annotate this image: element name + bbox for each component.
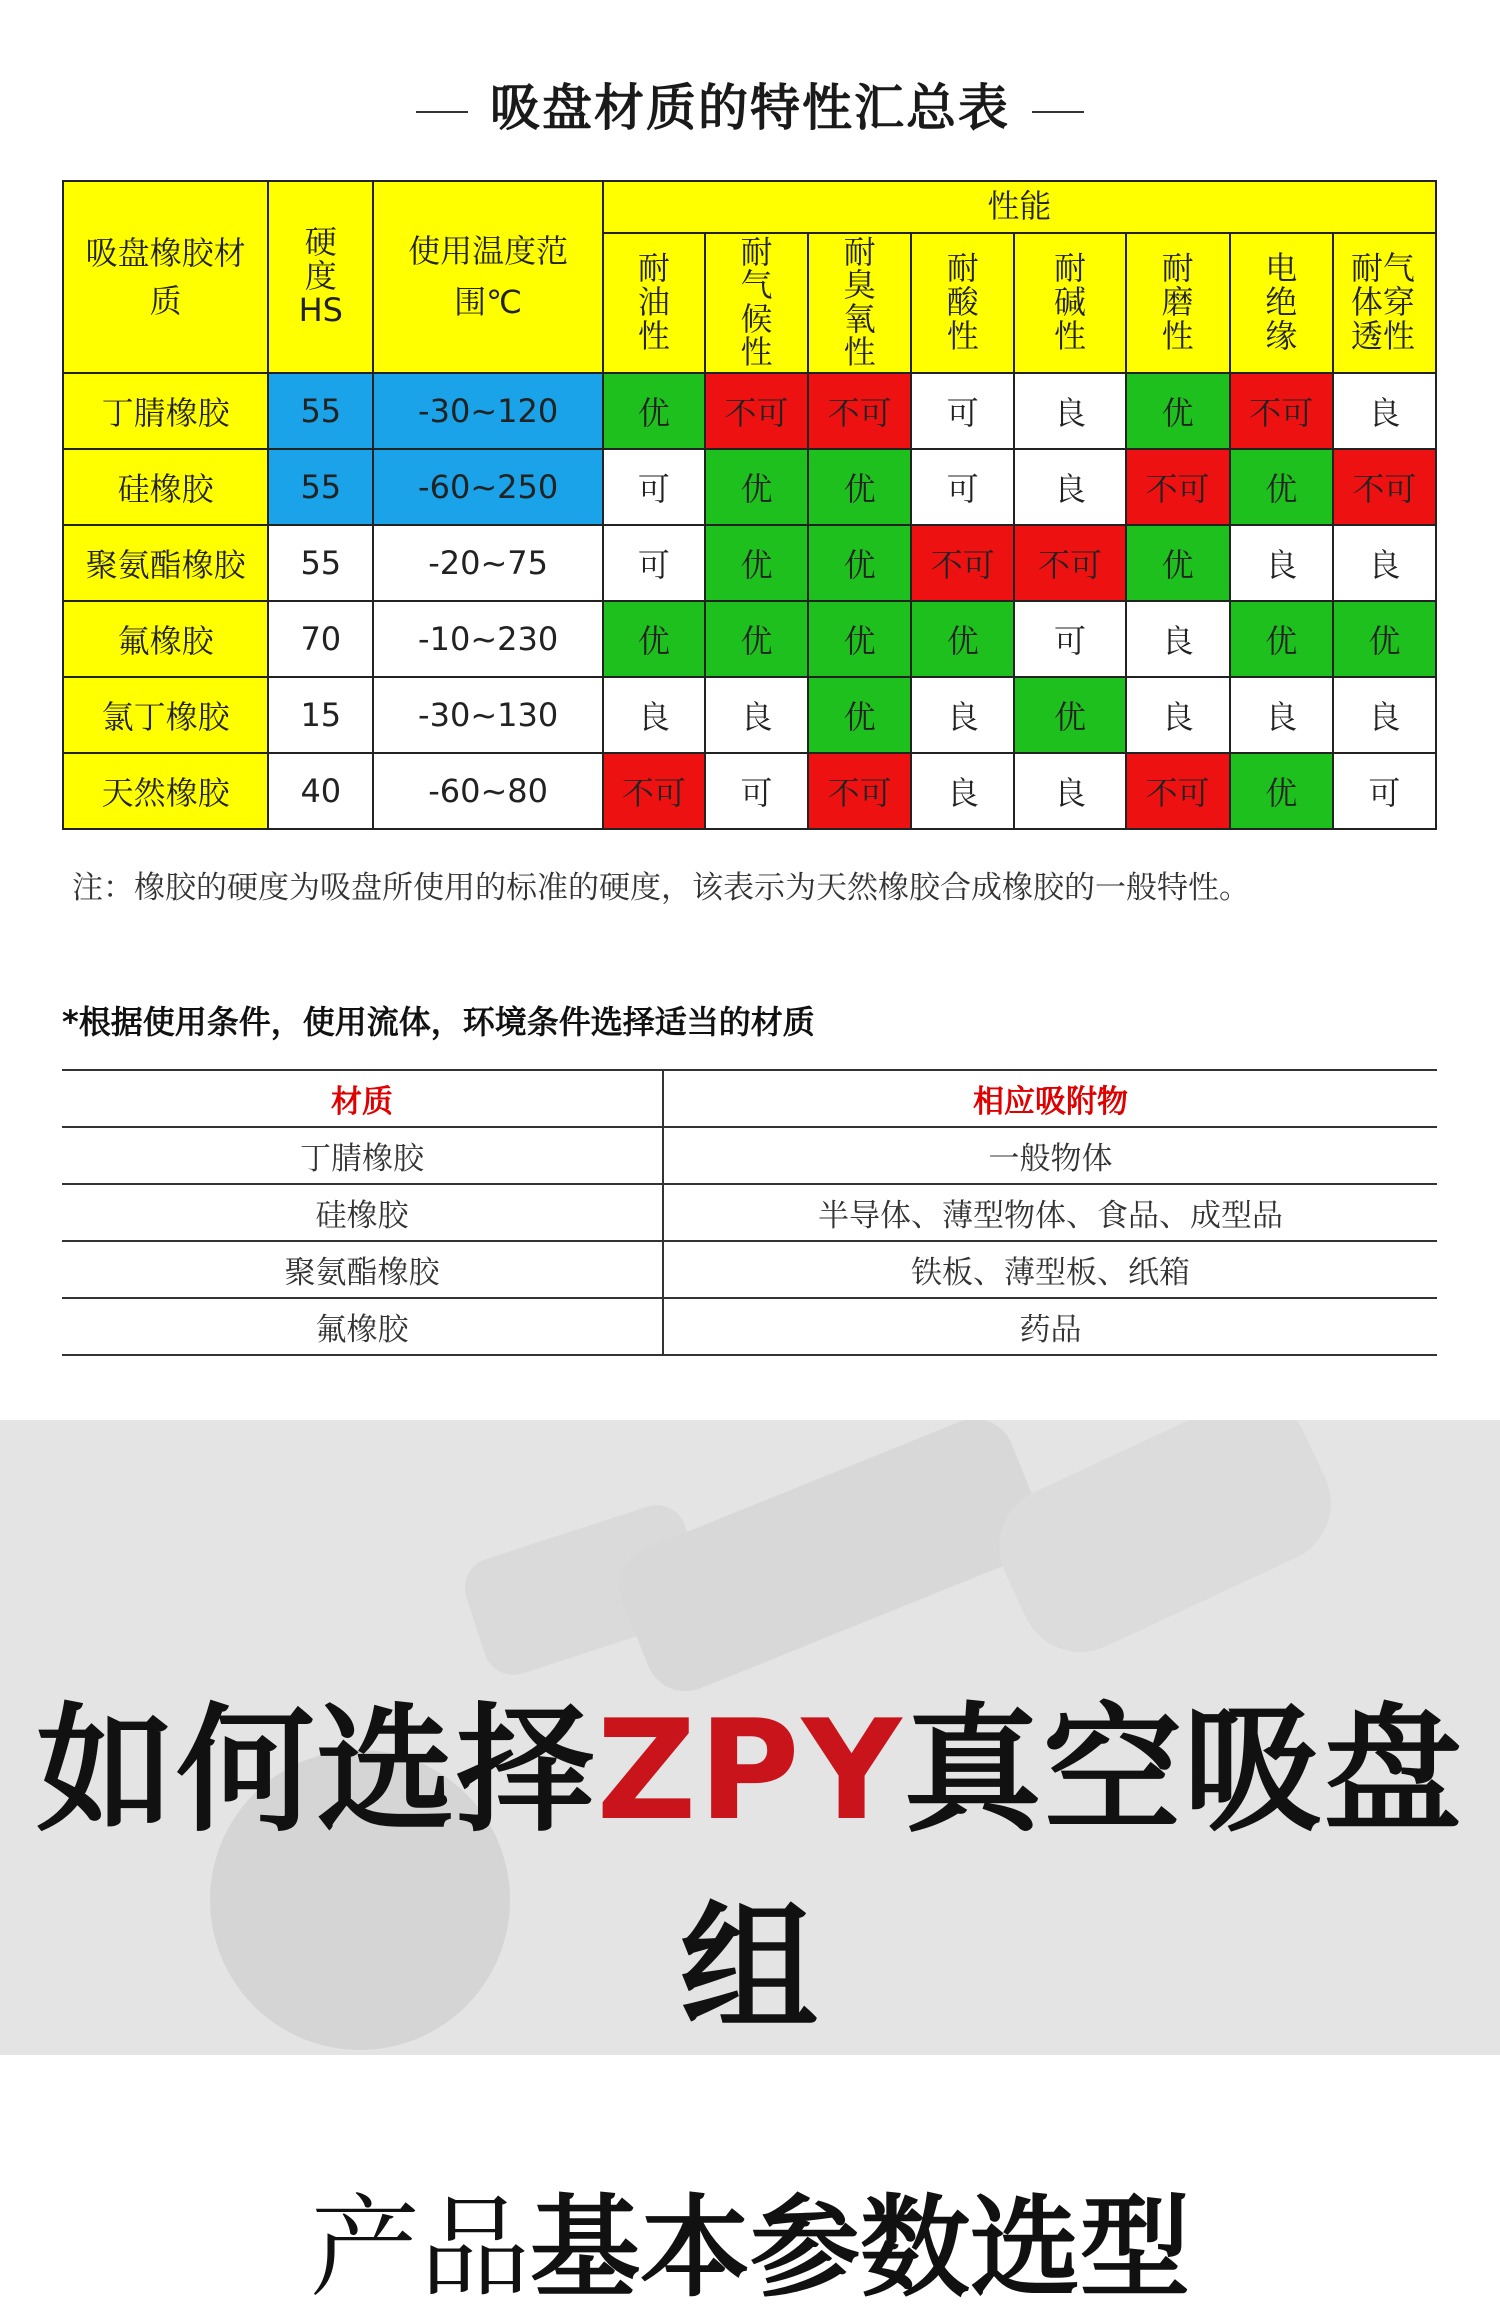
rating-cell: 良 xyxy=(1014,373,1125,449)
rating-cell: 可 xyxy=(911,373,1014,449)
hardness-cell: 55 xyxy=(268,373,373,449)
usage-table xyxy=(62,1069,1437,1356)
banner-background-shape xyxy=(980,1420,1351,1672)
table-row xyxy=(62,1298,1437,1355)
rating-cell: 良 xyxy=(1014,449,1125,525)
temperature-cell: -20~75 xyxy=(373,525,603,601)
usage-objects-cell: 半导体、薄型物体、食品、成型品 xyxy=(663,1184,1437,1241)
table-row xyxy=(63,601,1436,677)
header-performance-col: 耐酸性 xyxy=(911,233,1014,373)
table-row xyxy=(62,1184,1437,1241)
rating-cell: 不可 xyxy=(1230,373,1333,449)
header-performance-col: 耐油性 xyxy=(603,233,705,373)
rating-cell: 不可 xyxy=(911,525,1014,601)
rating-cell: 优 xyxy=(1230,449,1333,525)
usage-objects-cell: 药品 xyxy=(663,1298,1437,1355)
material-cell: 丁腈橡胶 xyxy=(63,373,268,449)
usage-header-objects: 相应吸附物 xyxy=(663,1070,1437,1127)
rating-cell: 不可 xyxy=(1333,449,1436,525)
table-row xyxy=(63,373,1436,449)
hardness-cell: 40 xyxy=(268,753,373,829)
title-dash-right xyxy=(1032,111,1084,113)
temperature-cell: -60~80 xyxy=(373,753,603,829)
header-material: 吸盘橡胶材质 xyxy=(63,181,268,373)
rating-cell: 优 xyxy=(808,677,911,753)
usage-material-cell: 聚氨酯橡胶 xyxy=(62,1241,663,1298)
material-cell: 硅橡胶 xyxy=(63,449,268,525)
rating-cell: 优 xyxy=(1126,525,1230,601)
rating-cell: 优 xyxy=(603,373,705,449)
usage-objects-cell: 一般物体 xyxy=(663,1127,1437,1184)
header-performance-col: 耐臭氧性 xyxy=(808,233,911,373)
rating-cell: 不可 xyxy=(603,753,705,829)
hardness-cell: 70 xyxy=(268,601,373,677)
banner-title-prefix: 如何选择 xyxy=(36,1690,597,1851)
usage-material-cell: 氟橡胶 xyxy=(62,1298,663,1355)
rating-cell: 良 xyxy=(1230,525,1333,601)
rating-cell: 可 xyxy=(1333,753,1436,829)
rating-cell: 良 xyxy=(705,677,808,753)
header-performance-col: 耐磨性 xyxy=(1126,233,1230,373)
section-title xyxy=(0,2160,1500,2318)
rating-cell: 可 xyxy=(911,449,1014,525)
table-note: 注：橡胶的硬度为吸盘所使用的标准的硬度，该表示为天然橡胶合成橡胶的一般特性。 xyxy=(72,870,1250,906)
banner-title-suffix: 真空吸盘组 xyxy=(679,1690,1464,2049)
header-performance-col: 电绝缘 xyxy=(1230,233,1333,373)
rating-cell: 良 xyxy=(911,753,1014,829)
banner-title xyxy=(0,1660,1500,2055)
rating-cell: 良 xyxy=(1333,525,1436,601)
table-row xyxy=(62,1127,1437,1184)
rating-cell: 不可 xyxy=(1126,449,1230,525)
temperature-cell: -30~120 xyxy=(373,373,603,449)
header-temperature: 使用温度范围℃ xyxy=(373,181,603,373)
rating-cell: 良 xyxy=(911,677,1014,753)
rating-cell: 良 xyxy=(1126,601,1230,677)
rating-cell: 不可 xyxy=(1126,753,1230,829)
header-performance-col: 耐碱性 xyxy=(1014,233,1125,373)
hardness-cell: 15 xyxy=(268,677,373,753)
temperature-cell: -60~250 xyxy=(373,449,603,525)
page-title-text: 吸盘材质的特性汇总表 xyxy=(490,78,1010,137)
rating-cell: 良 xyxy=(1014,753,1125,829)
temperature-cell: -10~230 xyxy=(373,601,603,677)
rating-cell: 可 xyxy=(603,525,705,601)
rating-cell: 良 xyxy=(1333,677,1436,753)
usage-header-material: 材质 xyxy=(62,1070,663,1127)
material-cell: 聚氨酯橡胶 xyxy=(63,525,268,601)
rating-cell: 优 xyxy=(1126,373,1230,449)
rating-cell: 不可 xyxy=(705,373,808,449)
usage-material-cell: 丁腈橡胶 xyxy=(62,1127,663,1184)
material-cell: 氟橡胶 xyxy=(63,601,268,677)
table-row xyxy=(63,753,1436,829)
rating-cell: 优 xyxy=(808,525,911,601)
rating-cell: 优 xyxy=(705,525,808,601)
rating-cell: 优 xyxy=(1230,753,1333,829)
material-properties-table xyxy=(62,180,1437,830)
rating-cell: 良 xyxy=(1333,373,1436,449)
table-row xyxy=(63,449,1436,525)
rating-cell: 优 xyxy=(705,449,808,525)
rating-cell: 优 xyxy=(1230,601,1333,677)
header-performance: 性能 xyxy=(603,181,1436,233)
rating-cell: 优 xyxy=(603,601,705,677)
rating-cell: 可 xyxy=(705,753,808,829)
title-dash-left xyxy=(416,111,468,113)
rating-cell: 优 xyxy=(808,449,911,525)
rating-cell: 优 xyxy=(911,601,1014,677)
header-hardness: 硬度HS xyxy=(268,181,373,373)
rating-cell: 良 xyxy=(603,677,705,753)
usage-material-cell: 硅橡胶 xyxy=(62,1184,663,1241)
section-title-light: 产品 xyxy=(310,2184,530,2312)
hardness-cell: 55 xyxy=(268,449,373,525)
rating-cell: 良 xyxy=(1230,677,1333,753)
rating-cell: 优 xyxy=(808,601,911,677)
selection-banner xyxy=(0,1420,1500,2055)
table-row xyxy=(63,677,1436,753)
hardness-cell: 55 xyxy=(268,525,373,601)
rating-cell: 可 xyxy=(1014,601,1125,677)
header-performance-col: 耐气候性 xyxy=(705,233,808,373)
rating-cell: 优 xyxy=(1333,601,1436,677)
page-title xyxy=(0,68,1500,140)
rating-cell: 良 xyxy=(1126,677,1230,753)
rating-cell: 优 xyxy=(705,601,808,677)
usage-heading: *根据使用条件，使用流体，环境条件选择适当的材质 xyxy=(62,1003,815,1041)
table-row xyxy=(62,1241,1437,1298)
rating-cell: 优 xyxy=(1014,677,1125,753)
rating-cell: 不可 xyxy=(808,373,911,449)
section-title-bold: 基本参数选型 xyxy=(530,2184,1190,2312)
table-row xyxy=(63,525,1436,601)
banner-title-accent: ZPY xyxy=(596,1690,904,1851)
rating-cell: 不可 xyxy=(1014,525,1125,601)
usage-objects-cell: 铁板、薄型板、纸箱 xyxy=(663,1241,1437,1298)
rating-cell: 可 xyxy=(603,449,705,525)
header-performance-col: 耐气体穿透性 xyxy=(1333,233,1436,373)
temperature-cell: -30~130 xyxy=(373,677,603,753)
material-cell: 天然橡胶 xyxy=(63,753,268,829)
rating-cell: 不可 xyxy=(808,753,911,829)
material-cell: 氯丁橡胶 xyxy=(63,677,268,753)
